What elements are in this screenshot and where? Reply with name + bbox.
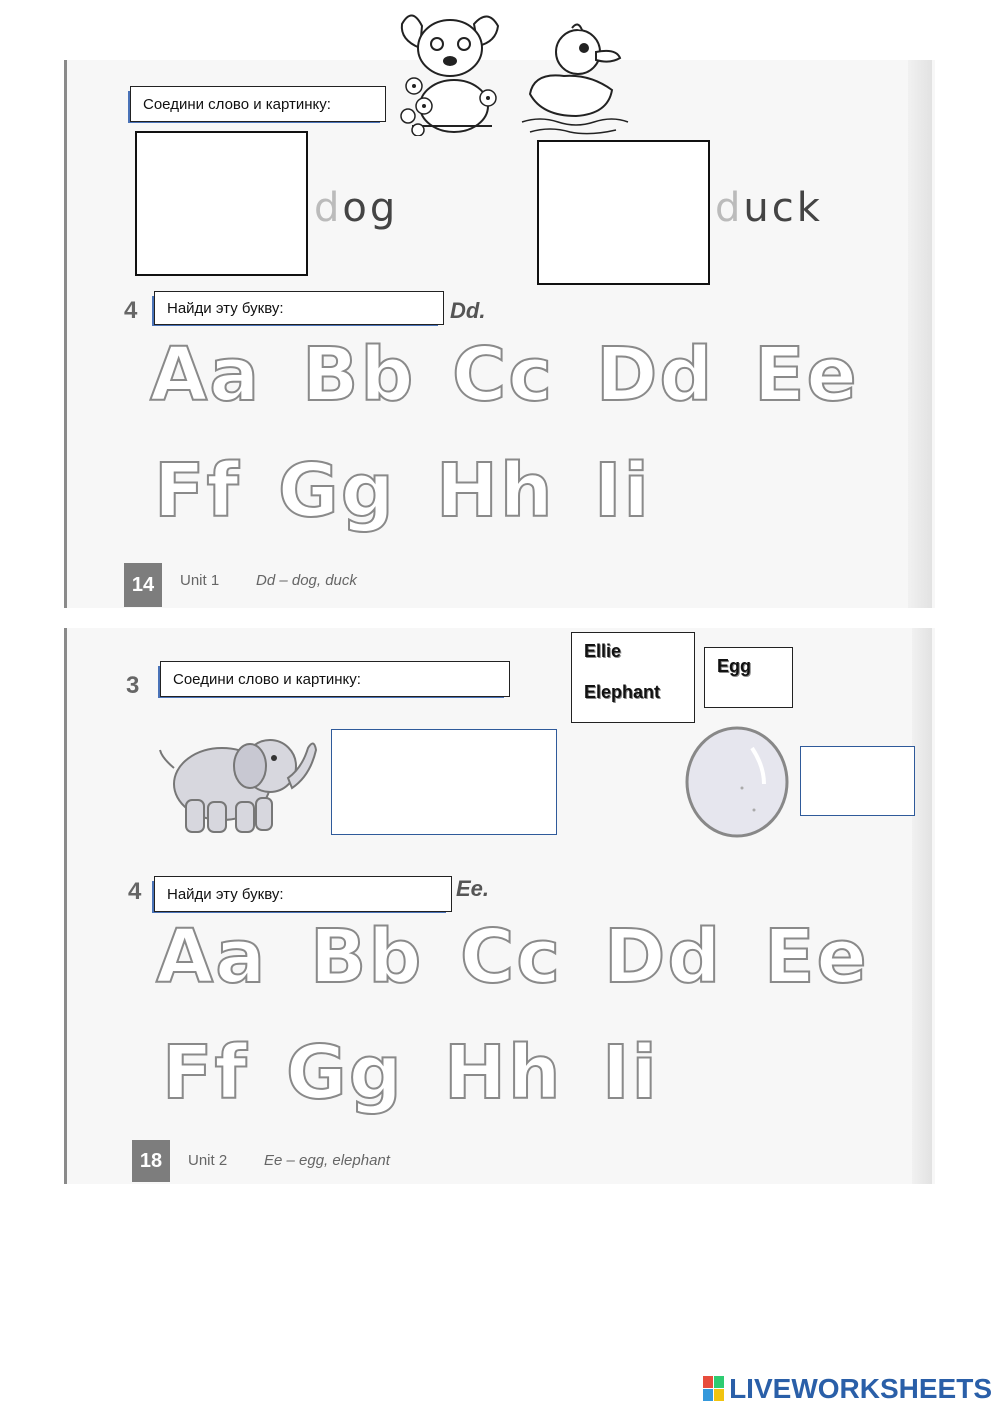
- footer-topic-2: [264, 1152, 390, 1169]
- letter-bb[interactable]: Bb: [302, 332, 416, 418]
- page-number-14: 14: [124, 563, 162, 607]
- footer-unit-2: Unit 2: [188, 1152, 228, 1169]
- word-dog-rest: og: [342, 185, 399, 231]
- word-dog-first-letter: d: [314, 185, 343, 231]
- answer-box-egg[interactable]: [800, 746, 915, 816]
- answer-box-duck[interactable]: [537, 140, 710, 285]
- egg-illustration: [682, 718, 792, 840]
- match-instruction-1: [130, 86, 386, 122]
- letters-row2-page1: [154, 448, 684, 534]
- target-letter-ee: Ee.: [456, 876, 490, 901]
- letter-ff-2[interactable]: Ff: [162, 1030, 249, 1116]
- page-2-edge: [912, 628, 932, 1184]
- letter-hh[interactable]: Hh: [436, 448, 555, 534]
- answer-box-elephant[interactable]: [331, 729, 557, 835]
- letter-hh-2[interactable]: Hh: [444, 1030, 563, 1116]
- letters-row1-page2: [156, 914, 874, 1000]
- word-dog: [314, 185, 398, 231]
- elephant-illustration: [152, 728, 320, 838]
- letter-ee[interactable]: Ee: [754, 332, 859, 418]
- letter-dd[interactable]: Dd: [596, 332, 715, 418]
- label-elephant: Elephant: [584, 682, 661, 702]
- letter-dd-2[interactable]: Dd: [604, 914, 723, 1000]
- footer-unit-1: Unit 1: [180, 572, 220, 589]
- dog-illustration: [392, 6, 510, 136]
- word-duck-first-letter: d: [715, 185, 744, 231]
- find-instruction-2: [154, 876, 452, 912]
- find-instruction-2-text: Найди эту букву:: [167, 885, 284, 903]
- exercise-number-4-page1: 4: [124, 297, 138, 324]
- footer-topic-1-text: Dd – dog, duck: [256, 572, 357, 589]
- find-instruction-1-text: Найди эту букву:: [167, 299, 284, 317]
- label-egg: Egg: [704, 647, 793, 708]
- exercise-number-4-page2: 4: [128, 878, 142, 905]
- letter-gg[interactable]: Gg: [278, 448, 396, 534]
- letters-row1-page1: [150, 332, 864, 418]
- letter-aa[interactable]: Aa: [150, 332, 262, 418]
- letter-aa-2[interactable]: Aa: [156, 914, 268, 1000]
- footer-topic-1: [256, 572, 357, 589]
- footer-topic-2-text: Ee – egg, elephant: [264, 1152, 390, 1169]
- match-instruction-2: [160, 661, 510, 697]
- target-letter-dd: Dd.: [450, 298, 486, 323]
- match-instruction-1-text: Соедини слово и картинку:: [143, 95, 331, 113]
- brand-text: LIVEWORKSHEETS: [729, 1373, 992, 1404]
- page-1-edge: [908, 60, 932, 608]
- letter-ff[interactable]: Ff: [154, 448, 241, 534]
- duck-illustration: [520, 14, 630, 136]
- word-duck-rest: uck: [743, 185, 823, 231]
- letter-bb-2[interactable]: Bb: [310, 914, 424, 1000]
- letter-ee-2[interactable]: Ee: [764, 914, 869, 1000]
- label-ellie: Ellie: [584, 641, 622, 661]
- letters-row2-page2: [162, 1030, 692, 1116]
- letter-ii[interactable]: Ii: [594, 448, 651, 534]
- page-number-18: 18: [132, 1140, 170, 1182]
- liveworksheets-logo: [703, 1373, 992, 1405]
- letter-cc-2[interactable]: Cc: [460, 914, 563, 1000]
- word-duck: [715, 185, 823, 231]
- answer-box-dog[interactable]: [135, 131, 308, 276]
- label-ellie-elephant: [571, 632, 695, 723]
- letter-ii-2[interactable]: Ii: [602, 1030, 659, 1116]
- letter-cc[interactable]: Cc: [452, 332, 555, 418]
- brand-blocks-icon: [703, 1376, 725, 1402]
- match-instruction-2-text: Соедини слово и картинку:: [173, 670, 361, 688]
- find-instruction-1: [154, 291, 444, 325]
- exercise-number-3-page2: 3: [126, 672, 140, 699]
- letter-gg-2[interactable]: Gg: [286, 1030, 404, 1116]
